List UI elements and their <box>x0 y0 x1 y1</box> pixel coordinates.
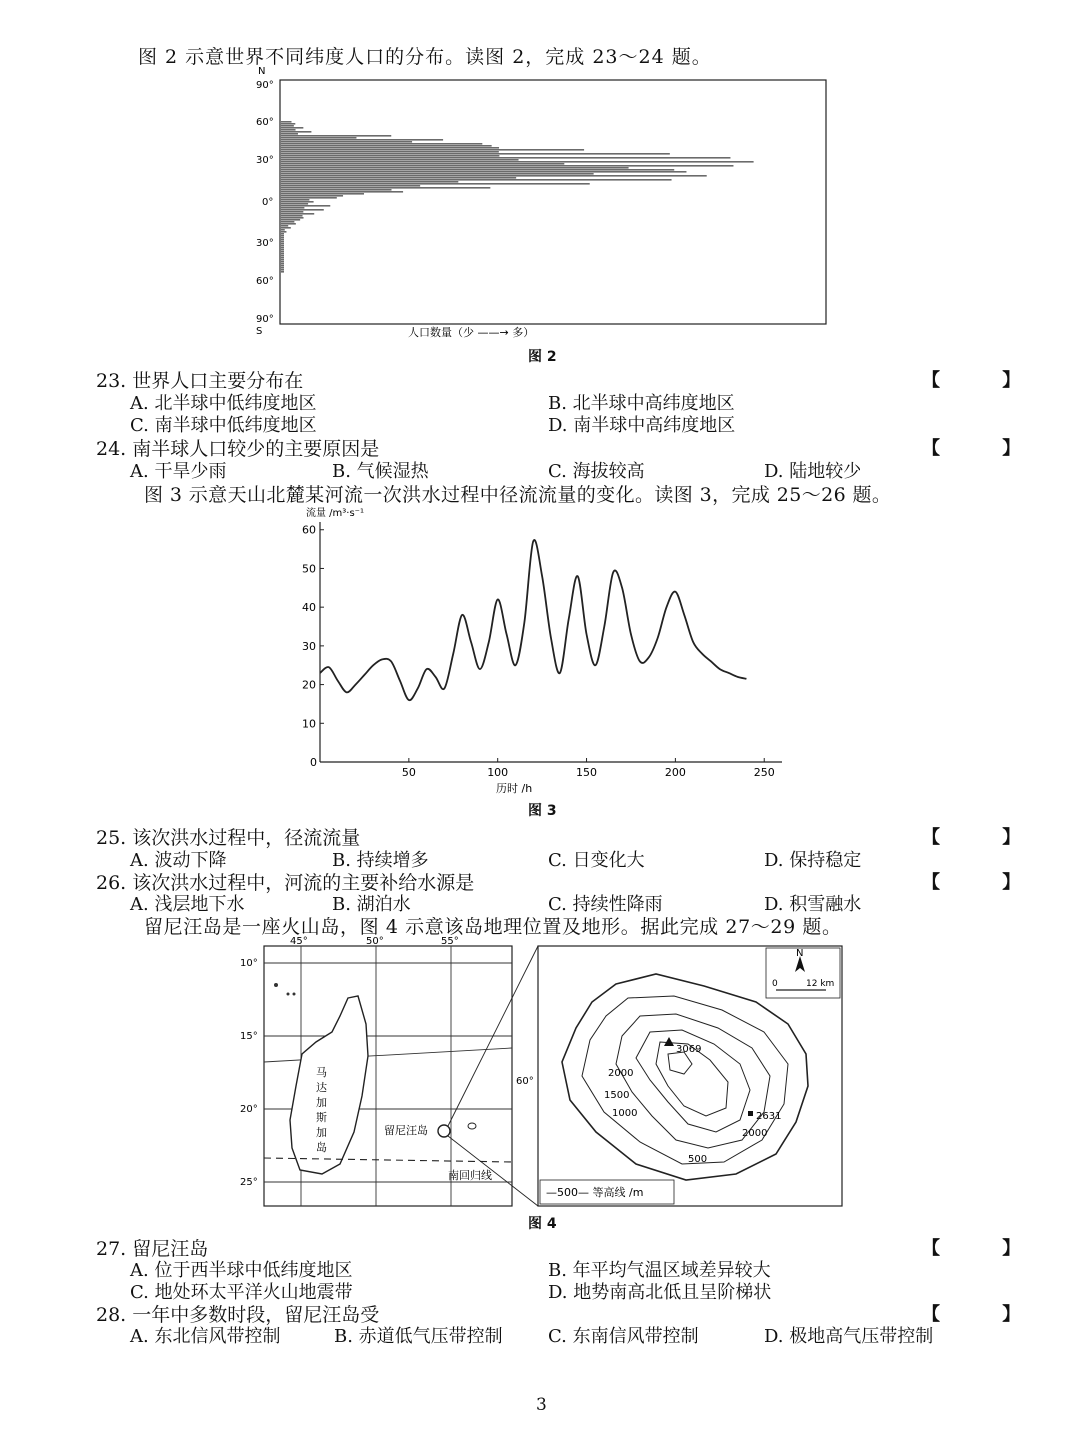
svg-text:马: 马 <box>316 1066 327 1079</box>
question-28-answer-bracket[interactable]: 【 】 <box>922 1304 1049 1325</box>
question-26-option-b[interactable]: B. 湖泊水 <box>332 894 411 915</box>
y-axis-label: 流量 /m³·s⁻¹ <box>306 508 364 519</box>
x-tick-250: 250 <box>753 766 775 779</box>
lat-tick-30n: 30° <box>256 155 274 166</box>
question-24-answer-bracket[interactable]: 【 】 <box>922 438 1049 459</box>
question-24-option-d[interactable]: D. 陆地较少 <box>764 461 862 482</box>
map-label-20s: 20° <box>240 1104 258 1115</box>
intro-figure-2: 图 2 示意世界不同纬度人口的分布。读图 2，完成 23～24 题。 <box>138 46 712 68</box>
scale-label: 12 km <box>806 979 835 989</box>
x-axis-label: 历时 /h <box>496 782 533 795</box>
y-tick-40: 40 <box>302 601 316 615</box>
question-25-option-c[interactable]: C. 日变化大 <box>548 850 645 871</box>
question-25-stem: 25. 该次洪水过程中，径流流量 <box>96 827 361 849</box>
intro-figure-3: 图 3 示意天山北麓某河流一次洪水过程中径流流量的变化。读图 3，完成 25～26 题。 <box>144 484 892 506</box>
svg-text:岛: 岛 <box>316 1141 327 1154</box>
question-24-stem: 24. 南半球人口较少的主要原因是 <box>96 438 380 460</box>
svg-text:达: 达 <box>316 1081 327 1094</box>
figure-2-xlabel: 人口数量（少 ——→ 多） <box>408 326 535 339</box>
contour-label-500: 500 <box>688 1154 708 1165</box>
contour-label-2000: 2000 <box>608 1068 634 1079</box>
peak-elevation: 3069 <box>676 1044 702 1055</box>
map-label-55: 55° <box>441 936 459 947</box>
figure-3-runoff-chart <box>296 500 796 800</box>
question-24-option-b[interactable]: B. 气候湿热 <box>332 461 429 482</box>
reunion-label: 留尼汪岛 <box>384 1124 428 1137</box>
question-28-option-a[interactable]: A. 东北信风带控制 <box>130 1326 281 1347</box>
latitude-ticks <box>256 80 274 325</box>
lat-tick-60s: 60° <box>256 276 274 287</box>
reunion-topographic-map <box>538 946 842 1206</box>
lat-tick-90s: 90° <box>256 314 274 325</box>
lat-tick-90n: 90° <box>256 80 274 91</box>
svg-text:加: 加 <box>316 1096 327 1109</box>
reunion-island-marker <box>438 1125 450 1137</box>
y-tick-20: 20 <box>302 678 316 692</box>
question-28-option-b[interactable]: B. 赤道低气压带控制 <box>334 1326 503 1347</box>
question-27-option-d[interactable]: D. 地势南高北低且呈阶梯状 <box>548 1282 772 1303</box>
x-tick-150: 150 <box>576 766 598 779</box>
map-label-10s: 10° <box>240 958 258 969</box>
tropic-label: 南回归线 <box>448 1169 492 1182</box>
location-map <box>240 936 534 1206</box>
figure-3-caption: 图 3 <box>528 803 557 819</box>
figure-2-frame <box>280 80 826 324</box>
contour-legend: —500— 等高线 /m <box>546 1186 644 1199</box>
figure-4-maps <box>236 936 848 1216</box>
map-label-25s: 25° <box>240 1177 258 1188</box>
question-27-answer-bracket[interactable]: 【 】 <box>922 1238 1049 1259</box>
tick-origin: 0 <box>310 756 317 769</box>
question-23-option-a[interactable]: A. 北半球中低纬度地区 <box>130 393 317 414</box>
contour-label-2000b: 2000 <box>742 1128 768 1139</box>
svg-text:斯: 斯 <box>316 1111 327 1124</box>
page-number: 3 <box>536 1395 547 1415</box>
population-bars <box>281 121 754 273</box>
question-27-option-c[interactable]: C. 地处环太平洋火山地震带 <box>130 1282 353 1303</box>
question-25-option-d[interactable]: D. 保持稳定 <box>764 850 862 871</box>
question-26-option-a[interactable]: A. 浅层地下水 <box>130 894 245 915</box>
comoros-island <box>274 983 278 987</box>
question-23-stem: 23. 世界人口主要分布在 <box>96 370 304 392</box>
x-tick-100: 100 <box>487 766 509 779</box>
question-26-option-c[interactable]: C. 持续性降雨 <box>548 894 663 915</box>
lat-tick-60n: 60° <box>256 117 274 128</box>
question-28-option-d[interactable]: D. 极地高气压带控制 <box>764 1326 934 1347</box>
series-line-runoff <box>320 540 746 700</box>
question-27-stem: 27. 留尼汪岛 <box>96 1238 209 1260</box>
contour-label-1000: 1000 <box>612 1108 638 1119</box>
intro-figure-4: 留尼汪岛是一座火山岛，图 4 示意该岛地理位置及地形。据此完成 27～29 题。 <box>144 916 842 938</box>
question-24-option-c[interactable]: C. 海拔较高 <box>548 461 645 482</box>
x-tick-50: 50 <box>401 766 416 779</box>
question-25-answer-bracket[interactable]: 【 】 <box>922 827 1049 848</box>
map-label-60: 60° <box>516 1076 534 1087</box>
contour-label-1500: 1500 <box>604 1090 630 1101</box>
y-tick-60: 60 <box>302 523 316 537</box>
question-23-option-b[interactable]: B. 北半球中高纬度地区 <box>548 393 735 414</box>
lat-tick-0: 0° <box>262 197 274 208</box>
map-label-15s: 15° <box>240 1031 258 1042</box>
question-26-answer-bracket[interactable]: 【 】 <box>922 872 1049 893</box>
x-tick-200: 200 <box>664 766 686 779</box>
figure-4-caption: 图 4 <box>528 1216 557 1232</box>
question-27-option-a[interactable]: A. 位于西半球中低纬度地区 <box>130 1260 353 1281</box>
mauritius-island <box>468 1123 476 1129</box>
question-26-option-d[interactable]: D. 积雪融水 <box>764 894 862 915</box>
scale-zero: 0 <box>772 979 778 989</box>
figure-2-caption: 图 2 <box>528 349 557 365</box>
y-tick-30: 30 <box>302 639 316 653</box>
map-label-45: 45° <box>290 936 308 947</box>
question-25-option-a[interactable]: A. 波动下降 <box>130 850 227 871</box>
elevation-point-marker <box>748 1111 753 1116</box>
south-label: S <box>256 326 263 337</box>
question-25-option-b[interactable]: B. 持续增多 <box>332 850 429 871</box>
question-23-answer-bracket[interactable]: 【 】 <box>922 370 1049 391</box>
question-28-stem: 28. 一年中多数时段，留尼汪岛受 <box>96 1304 380 1326</box>
question-23-option-c[interactable]: C. 南半球中低纬度地区 <box>130 415 317 436</box>
map-label-50: 50° <box>366 936 384 947</box>
north-arrow-label: N <box>796 948 804 959</box>
lat-tick-30s: 30° <box>256 238 274 249</box>
north-label: N <box>258 66 266 77</box>
y-tick-10: 10 <box>302 717 316 731</box>
question-24-option-a[interactable]: A. 干旱少雨 <box>130 461 227 482</box>
question-27-option-b[interactable]: B. 年平均气温区域差异较大 <box>548 1260 771 1281</box>
svg-text:加: 加 <box>316 1126 327 1139</box>
question-23-option-d[interactable]: D. 南半球中高纬度地区 <box>548 415 736 436</box>
question-26-stem: 26. 该次洪水过程中，河流的主要补给水源是 <box>96 872 475 894</box>
point-elevation: 2631 <box>756 1111 782 1122</box>
question-28-option-c[interactable]: C. 东南信风带控制 <box>548 1326 699 1347</box>
figure-2-population-chart <box>248 60 848 360</box>
y-tick-50: 50 <box>302 562 316 576</box>
